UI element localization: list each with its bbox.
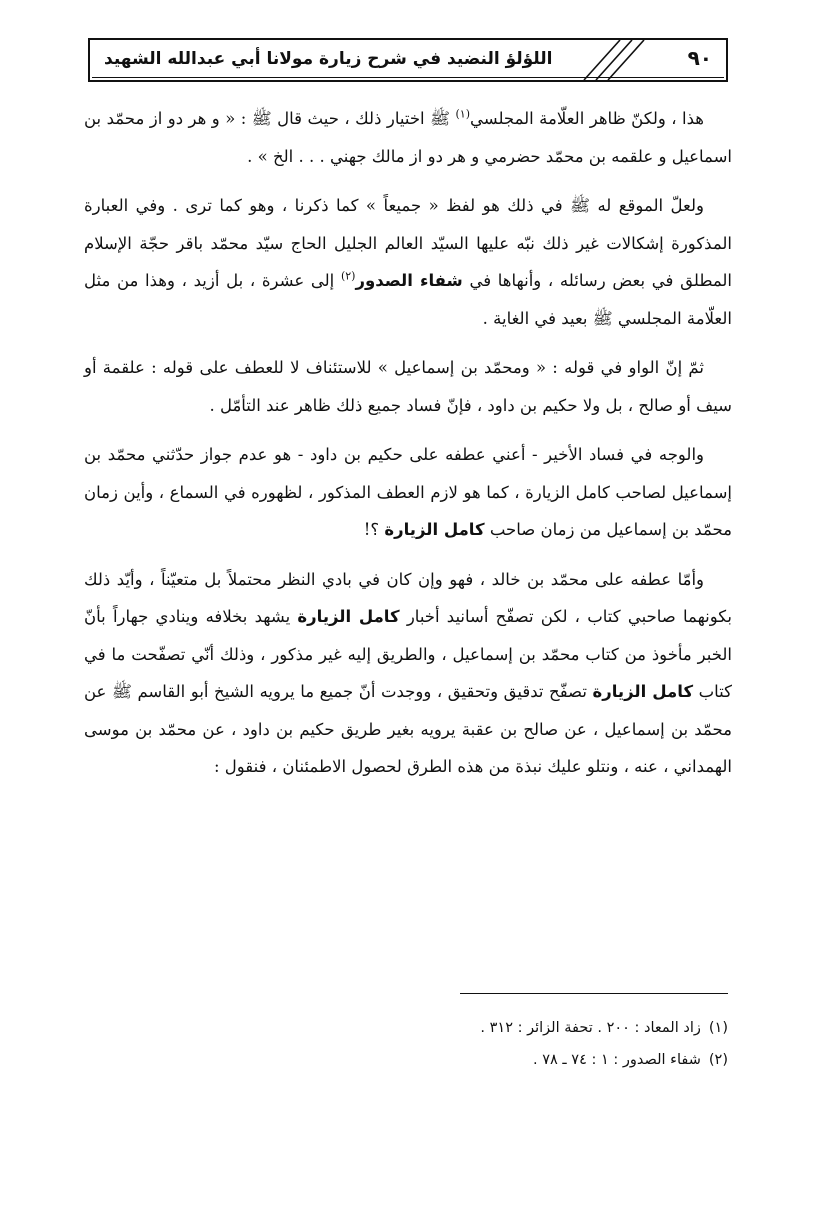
book-name-kamil-al-ziyara: كامل الزيارة: [592, 682, 694, 701]
book-name-kamil-al-ziyara: كامل الزيارة: [384, 520, 485, 539]
running-header: [88, 38, 728, 82]
paragraph-4-text-a: والوجه في فساد الأخير - أعني عطفه على حكيم بن داود - هو عدم جواز حدّثني محمّد بن إسماعيل لصاحب كامل الزيارة ، كما هو لازم العطف المذكور ، لظهوره في السماع ، وأين زمان محمّد بن إسماعيل من زمان صاحب: [84, 445, 732, 539]
footnote-2-number: (٢): [708, 1052, 728, 1068]
main-text: [84, 100, 732, 798]
paragraph-1: [84, 100, 732, 175]
paragraph-5-text-a: وأمّا عطفه على محمّد بن خالد ، فهو وإن كان في بادي النظر محتملاً بل متعيّناً ، وأيّد ذلك بكونهما صاحبي كتاب ، لكن تصفّح أسانيد أخبار: [84, 569, 732, 626]
paragraph-2-text-b: إلى عشرة ، بل أزيد ، وهذا من مثل العلّامة المجلسي ﷺ بعيد في الغاية .: [84, 271, 732, 328]
paragraph-2-text-a: ولعلّ الموقع له ﷺ في ذلك هو لفظ « جميعاً » كما ذكرنا ، وهو كما ترى . وفي العبارة المذكورة إشكالات غير ذلك نبّه عليها السيّد العالم الجليل الحاج سيّد محمّد باقر حجّة الإسلام المطلق في بعض رسائله ، وأنهاها في: [84, 196, 732, 290]
paragraph-1-text-a: هذا ، ولكنّ ظاهر العلّامة المجلسي: [469, 109, 705, 128]
footnote-1-number: (١): [708, 1020, 728, 1036]
footnote-divider: [460, 993, 728, 994]
footnote-ref-1: (١): [455, 107, 470, 121]
paragraph-1-text-b: ﷺ اختيار ذلك ، حيث قال ﷺ : « و هر دو از محمّد بن اسماعيل و علقمه بن محمّد حضرمي و هر دو از مالك جهني . . . الخ » .: [84, 109, 732, 166]
footnote-ref-2: (٢): [340, 269, 356, 283]
paragraph-4: [84, 436, 732, 549]
paragraph-4-text-b: ؟!: [363, 520, 385, 539]
paragraph-3: [84, 349, 732, 424]
footnote-2-text: شفاء الصدور : ١ : ٧٤ ـ ٧٨ .: [533, 1052, 701, 1068]
paragraph-5-text-c: تصفّح تدقيق وتحقيق ، ووجدت أنّ جميع ما يرويه الشيخ أبو القاسم ﷺ عن محمّد بن إسماعيل ، عن صالح بن عقبة يرويه بغير طريق حكيم بن داود ، عن محمّد بن موسى الهمداني ، عنه ، ونتلو عليك نبذة من هذه الطرق لحصول الاطمئنان ، فنقول :: [84, 682, 732, 776]
paragraph-2: [84, 187, 732, 337]
footnote-1: [88, 1012, 728, 1044]
footnote-2: [88, 1044, 728, 1076]
book-title: اللؤلؤ النضيد في شرح زيارة مولانا أبي عبدالله الشهيد: [104, 49, 553, 69]
book-name-kamil-al-ziyara: كامل الزيارة: [297, 607, 400, 626]
paragraph-5-text-b: يشهد بخلافه وينادي جهاراً بأنّ الخبر مأخوذ من كتاب محمّد بن إسماعيل ، والطريق إليه غير مذكور ، وذلك أنّي تصفّحت ما في كتاب: [84, 607, 732, 701]
paragraph-5: [84, 561, 732, 786]
footnotes: [88, 1012, 728, 1076]
footnote-1-text: زاد المعاد : ٢٠٠ . تحفة الزائر : ٣١٢ .: [480, 1020, 701, 1036]
book-name-shifa-al-sudur: شفاء الصدور: [355, 271, 463, 290]
paragraph-3-text: ثمّ إنّ الواو في قوله : « ومحمّد بن إسماعيل » للاستئناف لا للعطف على قوله : علقمة أو سيف أو صالح ، بل ولا حكيم بن داود ، فإنّ فساد جميع ذلك ظاهر عند التأمّل .: [84, 358, 732, 415]
page-number: ٩٠: [687, 46, 712, 70]
header-slash-ornament: [540, 40, 660, 80]
